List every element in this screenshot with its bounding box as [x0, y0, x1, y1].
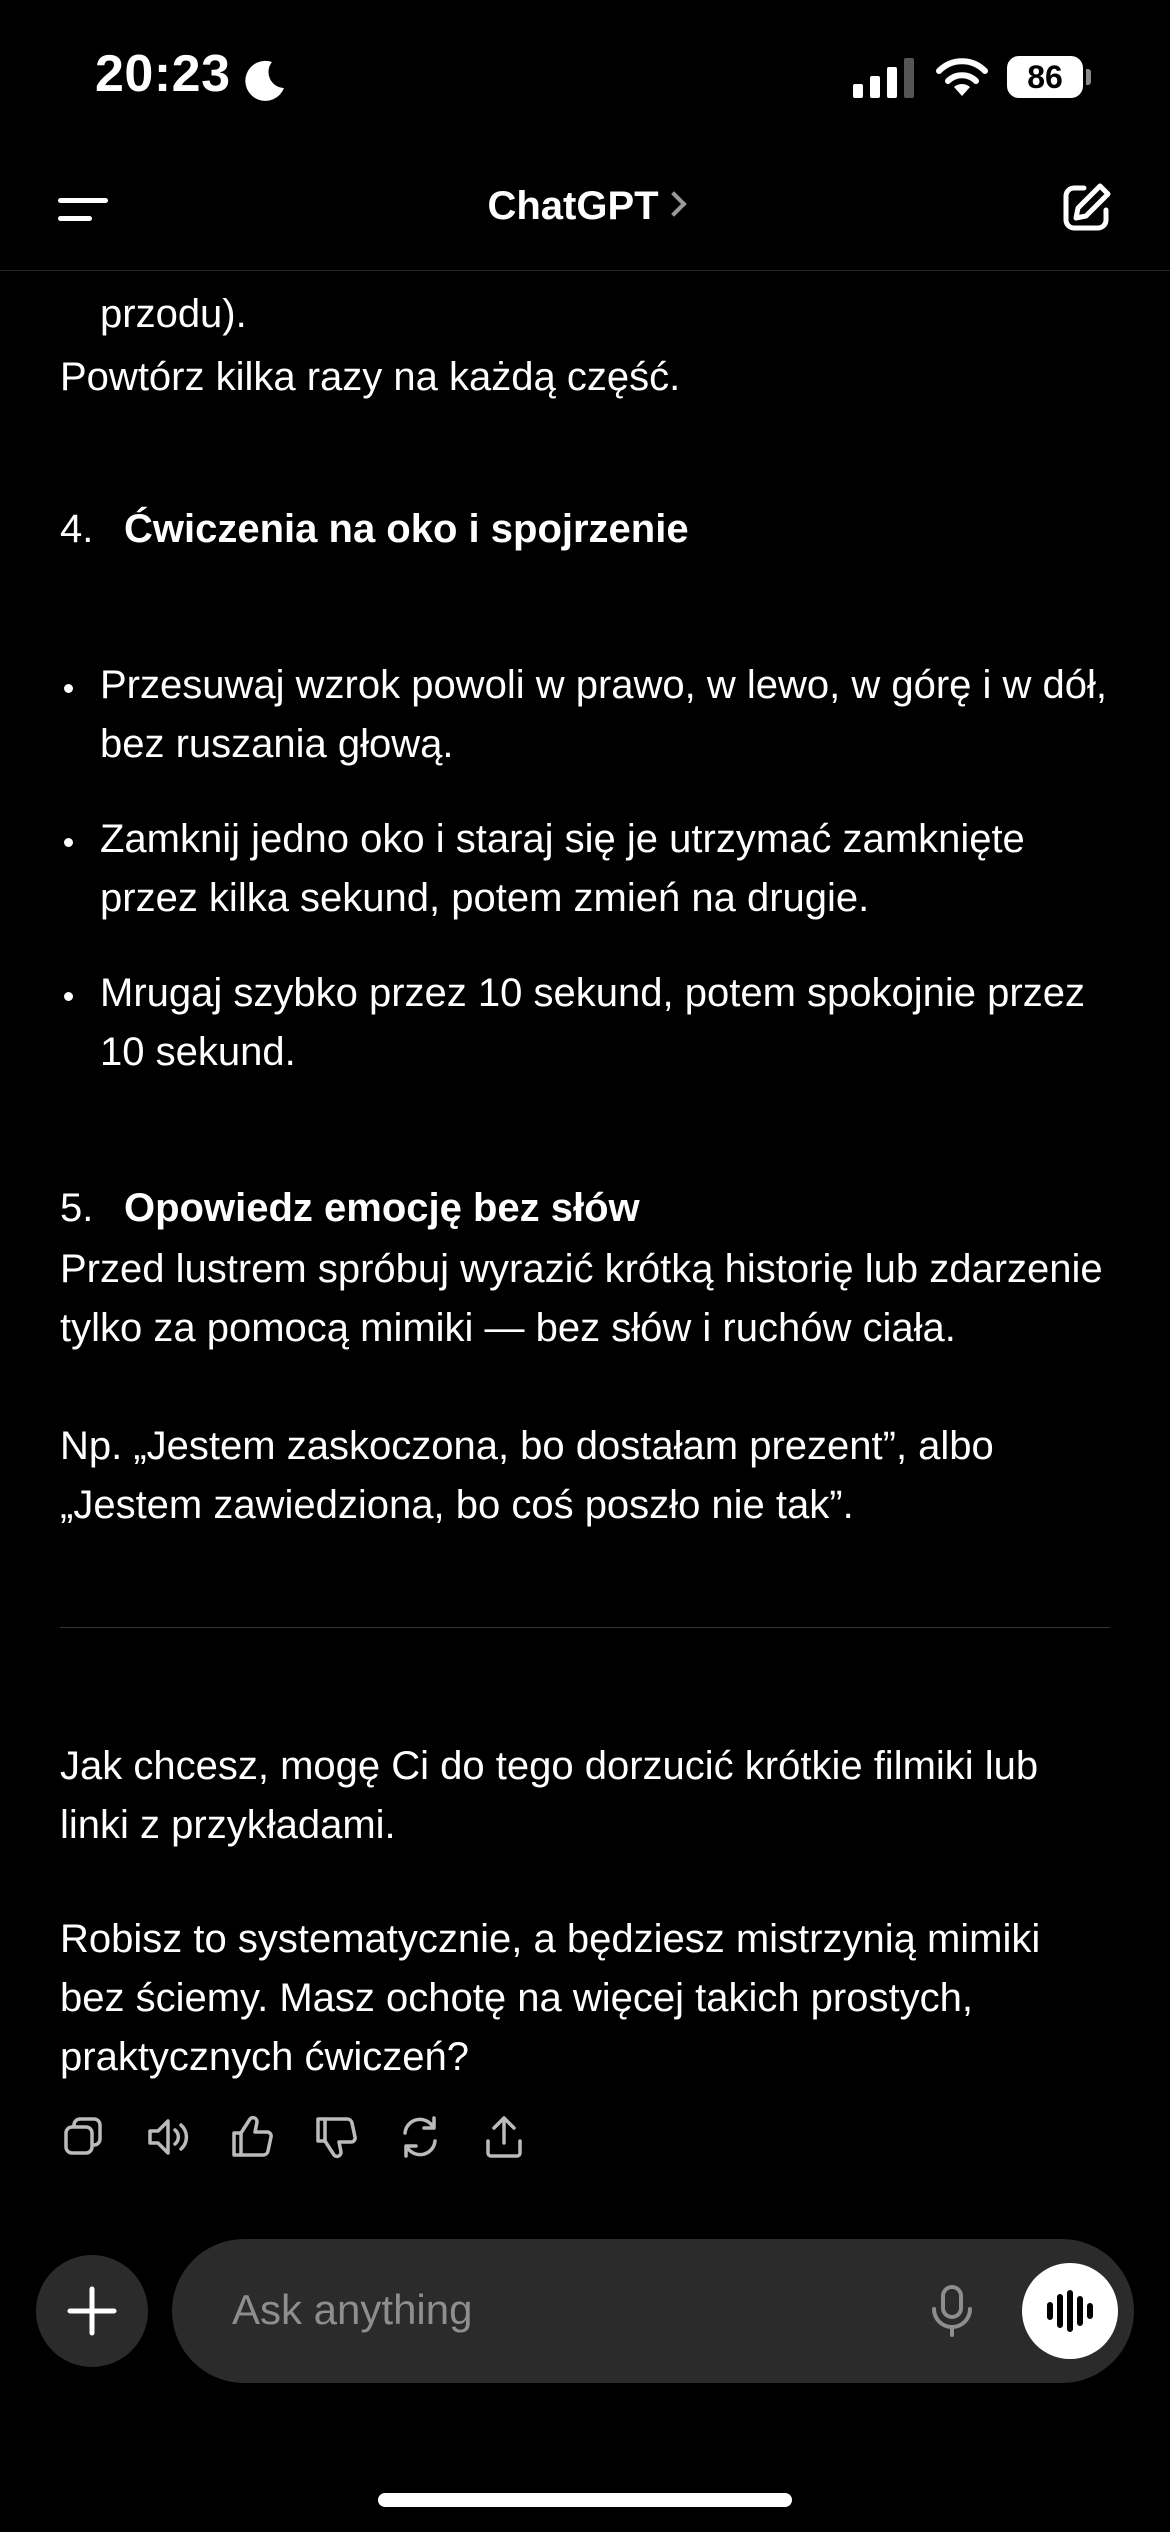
- closing-paragraph-2: Robisz to systematycznie, a będziesz mistrzynią mimiki bez ściemy. Masz ochotę na więcej takich prostych, praktycznych ćwiczeń?: [60, 1917, 1041, 2079]
- thumbs-up-icon[interactable]: [228, 2113, 276, 2161]
- assistant-message: [0, 240, 1170, 2215]
- voice-mode-button[interactable]: [1022, 2263, 1118, 2359]
- copy-icon[interactable]: [60, 2113, 108, 2161]
- list-item: [60, 810, 1120, 928]
- bullet-dot: [64, 992, 73, 1001]
- closing-paragraph-1: Jak chcesz, mogę Ci do tego dorzucić krótkie filmiki lub linki z przykładami.: [60, 1744, 1039, 1847]
- bullet-dot: [64, 838, 73, 847]
- model-selector[interactable]: [0, 184, 1170, 229]
- message-input[interactable]: [172, 2239, 1134, 2383]
- section-4-number: 4.: [60, 507, 94, 551]
- battery-cap: [1086, 69, 1091, 85]
- wifi-icon: [934, 56, 990, 98]
- home-indicator: [378, 2493, 792, 2507]
- chevron-right-icon: [661, 191, 686, 216]
- regenerate-icon[interactable]: [396, 2113, 444, 2161]
- share-icon[interactable]: [480, 2113, 528, 2161]
- read-aloud-icon[interactable]: [144, 2113, 192, 2161]
- battery-level: 86: [1007, 56, 1083, 98]
- cellular-signal-icon: [853, 58, 917, 98]
- section-5-number: 5.: [60, 1186, 94, 1230]
- status-bar: [0, 0, 1170, 150]
- top-navigation-bar: [0, 150, 1170, 271]
- section-4-heading: [60, 507, 689, 552]
- new-chat-edit-icon[interactable]: [1058, 180, 1114, 236]
- repeat-note: Powtórz kilka razy na każdą część.: [60, 355, 681, 399]
- status-time: 20:23: [95, 45, 231, 103]
- section-4-title: Ćwiczenia na oko i spojrzenie: [124, 507, 689, 551]
- section-5-title: Opowiedz emocję bez słów: [124, 1186, 640, 1230]
- bullet-text: Przesuwaj wzrok powoli w prawo, w lewo, w górę i w dół, bez ruszania głową.: [100, 663, 1108, 766]
- moon-icon: [242, 56, 290, 104]
- battery-indicator: [1007, 56, 1091, 98]
- voice-waveform-icon: [1044, 2285, 1096, 2337]
- list-item: [60, 964, 1120, 1082]
- section-5-body: Przed lustrem spróbuj wyrazić krótką historię lub zdarzenie tylko za pomocą mimiki — bez słów i ruchów ciała.: [60, 1247, 1103, 1350]
- clipped-bullet-continuation: przodu).: [100, 292, 247, 336]
- model-title: ChatGPT: [487, 184, 659, 228]
- bullet-text: Zamknij jedno oko i staraj się je utrzymać zamknięte przez kilka sekund, potem zmień na drugie.: [100, 817, 1025, 920]
- attach-plus-button[interactable]: [36, 2255, 148, 2367]
- list-item: [60, 656, 1120, 774]
- section-5-example: Np. „Jestem zaskoczona, bo dostałam prezent”, albo „Jestem zawiedziona, bo coś poszło nie tak”.: [60, 1424, 994, 1527]
- plus-icon: [66, 2285, 118, 2337]
- microphone-icon[interactable]: [924, 2283, 980, 2339]
- bullet-dot: [64, 684, 73, 693]
- bullet-text: Mrugaj szybko przez 10 sekund, potem spokojnie przez 10 sekund.: [100, 971, 1085, 1074]
- input-placeholder: Ask anything: [232, 2286, 473, 2333]
- section-5-heading: [60, 1186, 640, 1231]
- divider: [60, 1627, 1110, 1628]
- thumbs-down-icon[interactable]: [312, 2113, 360, 2161]
